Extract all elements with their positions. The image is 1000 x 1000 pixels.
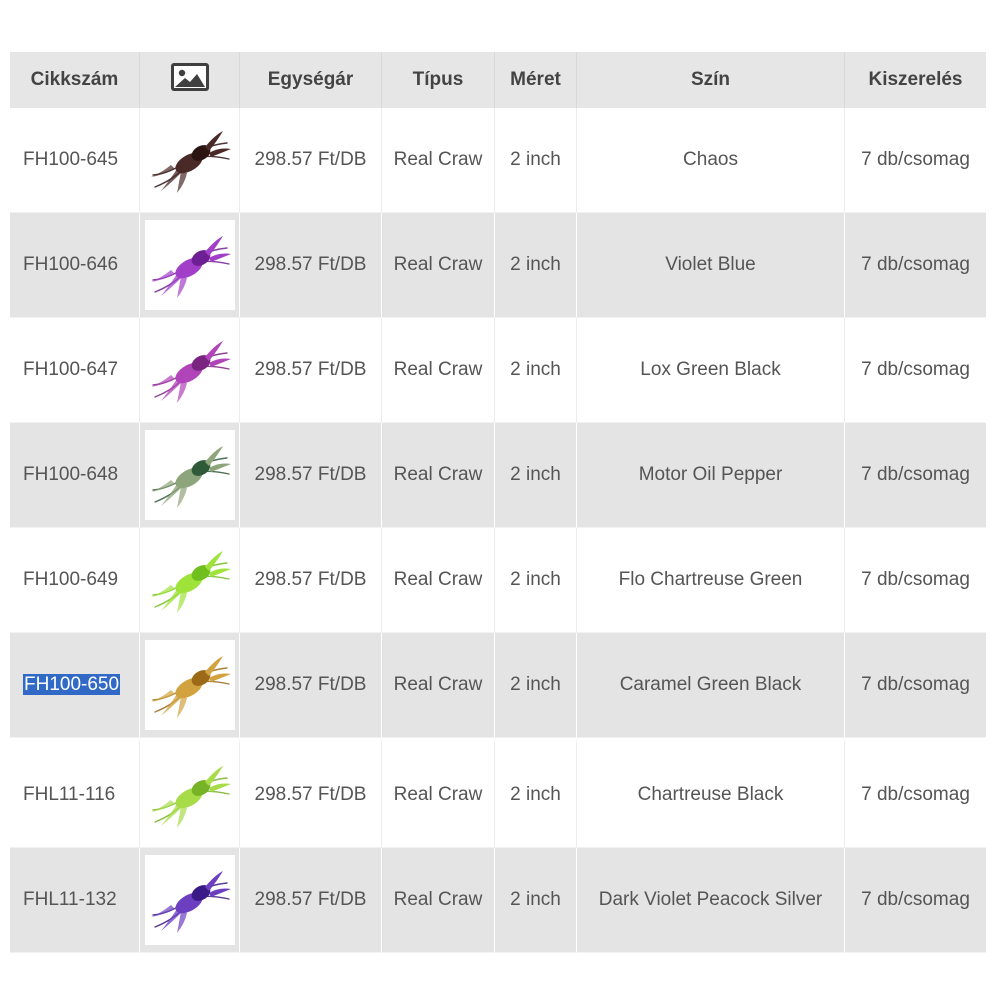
- table-row: [10, 213, 986, 318]
- lure-image: [147, 125, 233, 195]
- pack-cell: 7 db/csomag: [845, 528, 986, 633]
- pack-cell: 7 db/csomag: [845, 848, 986, 953]
- image-cell: [140, 848, 240, 953]
- price-cell: 298.57 Ft/DB: [240, 528, 382, 633]
- pack-cell: 7 db/csomag: [845, 738, 986, 848]
- sku-text[interactable]: FH100-648: [23, 464, 119, 485]
- product-thumbnail[interactable]: [145, 750, 235, 840]
- header-image: [140, 52, 240, 108]
- product-thumbnail[interactable]: [145, 325, 235, 415]
- product-table: [10, 52, 986, 953]
- sku-cell[interactable]: [10, 423, 140, 528]
- type-cell: Real Craw: [382, 633, 495, 738]
- sku-text[interactable]: FH100-647: [23, 359, 119, 380]
- table-row: [10, 848, 986, 953]
- type-cell: Real Craw: [382, 423, 495, 528]
- price-cell: 298.57 Ft/DB: [240, 423, 382, 528]
- size-cell: 2 inch: [495, 528, 577, 633]
- header-pack[interactable]: Kiszerelés: [845, 52, 986, 108]
- size-cell: 2 inch: [495, 738, 577, 848]
- sku-cell[interactable]: [10, 848, 140, 953]
- product-thumbnail[interactable]: [145, 115, 235, 205]
- image-icon: [170, 62, 210, 98]
- lure-image: [147, 440, 233, 510]
- pack-cell: 7 db/csomag: [845, 213, 986, 318]
- product-thumbnail[interactable]: [145, 535, 235, 625]
- size-cell: 2 inch: [495, 213, 577, 318]
- image-cell: [140, 423, 240, 528]
- sku-text[interactable]: FHL11-116: [23, 784, 116, 805]
- sku-cell[interactable]: [10, 528, 140, 633]
- price-cell: 298.57 Ft/DB: [240, 738, 382, 848]
- color-cell: Violet Blue: [577, 213, 845, 318]
- table-row: [10, 528, 986, 633]
- product-thumbnail[interactable]: [145, 640, 235, 730]
- sku-cell[interactable]: [10, 108, 140, 213]
- table-row: [10, 633, 986, 738]
- type-cell: Real Craw: [382, 848, 495, 953]
- product-thumbnail[interactable]: [145, 855, 235, 945]
- sku-text[interactable]: FH100-646: [23, 254, 119, 275]
- sku-cell[interactable]: [10, 213, 140, 318]
- type-cell: Real Craw: [382, 528, 495, 633]
- lure-image: [147, 230, 233, 300]
- color-cell: Motor Oil Pepper: [577, 423, 845, 528]
- table-row: [10, 108, 986, 213]
- type-cell: Real Craw: [382, 213, 495, 318]
- sku-text[interactable]: FH100-649: [23, 569, 119, 590]
- header-row: [10, 52, 986, 108]
- color-cell: Dark Violet Peacock Silver: [577, 848, 845, 953]
- pack-cell: 7 db/csomag: [845, 423, 986, 528]
- product-thumbnail[interactable]: [145, 220, 235, 310]
- size-cell: 2 inch: [495, 108, 577, 213]
- color-cell: Flo Chartreuse Green: [577, 528, 845, 633]
- sku-cell[interactable]: [10, 738, 140, 848]
- price-cell: 298.57 Ft/DB: [240, 213, 382, 318]
- lure-image: [147, 760, 233, 830]
- table-row: [10, 423, 986, 528]
- type-cell: Real Craw: [382, 318, 495, 423]
- size-cell: 2 inch: [495, 318, 577, 423]
- sku-text[interactable]: FH100-645: [23, 149, 119, 170]
- image-cell: [140, 213, 240, 318]
- sku-text[interactable]: FHL11-132: [23, 889, 117, 910]
- color-cell: Lox Green Black: [577, 318, 845, 423]
- type-cell: Real Craw: [382, 108, 495, 213]
- table-header: [10, 52, 986, 108]
- table-row: [10, 738, 986, 848]
- image-cell: [140, 108, 240, 213]
- header-color[interactable]: Szín: [577, 52, 845, 108]
- price-cell: 298.57 Ft/DB: [240, 318, 382, 423]
- sku-text[interactable]: FH100-650: [24, 674, 120, 695]
- pack-cell: 7 db/csomag: [845, 633, 986, 738]
- lure-image: [147, 335, 233, 405]
- pack-cell: 7 db/csomag: [845, 108, 986, 213]
- image-cell: [140, 633, 240, 738]
- size-cell: 2 inch: [495, 633, 577, 738]
- header-price[interactable]: Egységár: [240, 52, 382, 108]
- table-body: [10, 108, 986, 953]
- price-cell: 298.57 Ft/DB: [240, 633, 382, 738]
- header-type[interactable]: Típus: [382, 52, 495, 108]
- image-cell: [140, 528, 240, 633]
- price-cell: 298.57 Ft/DB: [240, 848, 382, 953]
- lure-image: [147, 650, 233, 720]
- image-cell: [140, 738, 240, 848]
- lure-image: [147, 865, 233, 935]
- size-cell: 2 inch: [495, 848, 577, 953]
- header-size[interactable]: Méret: [495, 52, 577, 108]
- pack-cell: 7 db/csomag: [845, 318, 986, 423]
- color-cell: Chaos: [577, 108, 845, 213]
- image-cell: [140, 318, 240, 423]
- header-sku[interactable]: Cikkszám: [10, 52, 140, 108]
- color-cell: Chartreuse Black: [577, 738, 845, 848]
- color-cell: Caramel Green Black: [577, 633, 845, 738]
- table-row: [10, 318, 986, 423]
- type-cell: Real Craw: [382, 738, 495, 848]
- sku-cell[interactable]: [10, 318, 140, 423]
- sku-cell[interactable]: [10, 633, 140, 738]
- product-table-container: [10, 52, 986, 953]
- product-thumbnail[interactable]: [145, 430, 235, 520]
- lure-image: [147, 545, 233, 615]
- price-cell: 298.57 Ft/DB: [240, 108, 382, 213]
- size-cell: 2 inch: [495, 423, 577, 528]
